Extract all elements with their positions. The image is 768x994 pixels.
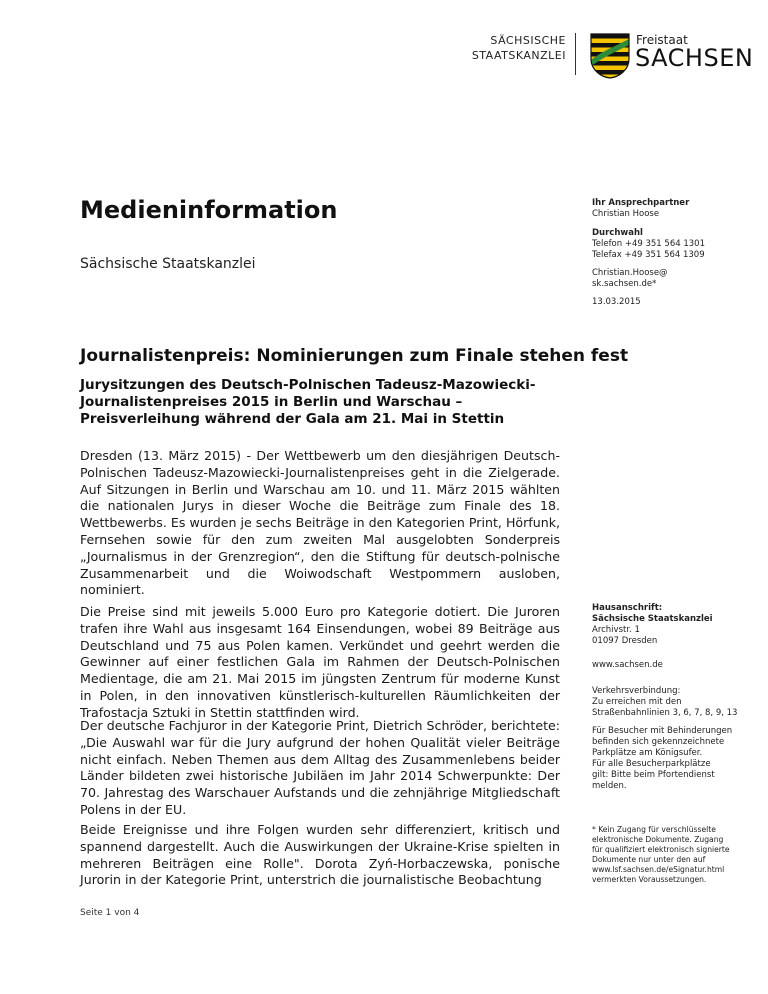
- fax-number: Telefax +49 351 564 1309: [592, 250, 705, 260]
- contact-label: Ihr Ansprechpartner: [592, 198, 690, 208]
- header-divider: [575, 33, 576, 75]
- article-headline: Journalistenpreis: Nominierungen zum Finale stehen fest: [80, 346, 629, 366]
- access-line: gilt: Bitte beim Pfortendienst: [592, 770, 715, 780]
- durchwahl-block: [592, 228, 742, 261]
- address-label: Hausanschrift:: [592, 603, 663, 613]
- note-line: elektronische Dokumente. Zugang: [592, 835, 724, 844]
- access-line: Für Besucher mit Behinderungen: [592, 726, 733, 736]
- access-line: befinden sich gekennzeichnete: [592, 737, 725, 747]
- email-line-1[interactable]: Christian.Hoose@: [592, 268, 668, 278]
- address-org: Sächsische Staatskanzlei: [592, 614, 713, 624]
- address-city: 01097 Dresden: [592, 636, 658, 646]
- body-paragraph-2: Die Preise sind mit jeweils 5.000 Euro pro Kategorie dotiert. Die Juroren trafen ihre Wahl aus insgesamt 164 Einsendungen, wobei 89 Beiträge aus Deutschland und 75 aus Polen kamen. Verkündet und geehrt werden die Gewinner auf einer festlichen Gala im Rahmen der Deutsch-Polnischen Medientage, die am 21. Mai 2015 im jüngsten Zentrum für moderne Kunst in Polen, in den innovativen künstlerisch-kulturellen Räumlichkeiten der Trafostacja Sztuki in Stettin stattfinden wird.: [80, 604, 560, 720]
- contact-block: [592, 198, 742, 220]
- transport-line-2: Straßenbahnlinien 3, 6, 7, 8, 9, 13: [592, 708, 738, 718]
- note-line: * Kein Zugang für verschlüsselte: [592, 825, 716, 834]
- document-date: 13.03.2015: [592, 297, 641, 307]
- note-line: Dokumente nur unter den auf: [592, 855, 706, 864]
- email-line-2[interactable]: sk.sachsen.de*: [592, 279, 657, 289]
- note-line: für qualifiziert elektronisch signierte: [592, 845, 730, 854]
- accessibility-block: [592, 726, 742, 792]
- sender-name: Sächsische Staatskanzlei: [80, 256, 256, 272]
- body-paragraph-1: Dresden (13. März 2015) - Der Wettbewerb um den diesjährigen Deutsch-Polnischen Tadeusz-Mazowiecki-Journalistenpreises geht in die Zielgerade. Auf Sitzungen in Berlin und Warschau am 10. und 11. März 2015 wählten die nationalen Jurys in dieser Woche die Beiträge zum Finale des 18. Wettbewerbs. Es wurden je sechs Beiträge in den Kategorien Print, Hörfunk, Fernsehen sowie für den zum zweiten Mal ausgelobten Sonderpreis „Journalismus in der Grenzregion“, den die Stiftung für deutsch-polnische Zusammenarbeit und die Woiwodschaft Westpommern ausloben, nominiert.: [80, 448, 560, 598]
- durchwahl-label: Durchwahl: [592, 228, 643, 238]
- access-line: Für alle Besucherparkplätze: [592, 759, 711, 769]
- transport-label: Verkehrsverbindung:: [592, 686, 681, 696]
- email-block[interactable]: [592, 268, 742, 290]
- kanzlei-line-2: STAATSKANZLEI: [471, 49, 566, 62]
- signature-note-block: [592, 825, 742, 885]
- website-link[interactable]: www.sachsen.de: [592, 660, 663, 670]
- address-street: Archivstr. 1: [592, 625, 640, 635]
- note-line: vermerkten Voraussetzungen.: [592, 875, 707, 884]
- contact-name: Christian Hoose: [592, 209, 660, 219]
- saxony-coat-of-arms-icon: [589, 33, 631, 79]
- article-subheadline: Jurysitzungen des Deutsch-Polnischen Tadeusz-Mazowiecki-Journalistenpreises 2015 in Berlin und Warschau – Preisverleihung während der Gala am 21. Mai in Stettin: [80, 377, 536, 427]
- body-paragraph-4: Beide Ereignisse und ihre Folgen wurden sehr differenziert, kritisch und spannend dargestellt. Auch die Auswirkungen der Ukraine-Krise spielten in mehreren Beiträgen eine Rolle". Dorota Zyń-Horbaczewska, ponische Jurorin in der Kategorie Print, unterstrich die journalistische Beobachtung: [80, 822, 560, 888]
- page-number: Seite 1 von 4: [80, 908, 140, 918]
- sachsen-label: SACHSEN: [635, 44, 754, 72]
- access-line: Parkplätze am Königsufer.: [592, 748, 703, 758]
- transport-line-1: Zu erreichen mit den: [592, 697, 682, 707]
- phone-number: Telefon +49 351 564 1301: [592, 239, 705, 249]
- page-title: Medieninformation: [80, 196, 338, 224]
- access-line: melden.: [592, 781, 627, 791]
- body-paragraph-3: Der deutsche Fachjuror in der Kategorie Print, Dietrich Schröder, berichtete: „Die Auswahl war für die Jury aufgrund der hohen Qualität vieler Beiträge nicht einfach. Neben Themen aus dem Alltag des Zusammenlebens beider Länder bildeten zwei historische Jubiläen im Jahr 2014 Schwerpunkte: Der 70. Jahrestag des Warschauer Aufstands und die zehnjährige Mitgliedschaft Polens in der EU.: [80, 718, 560, 817]
- transport-block: [592, 686, 742, 719]
- staatskanzlei-wordmark: [466, 33, 566, 63]
- note-line[interactable]: www.lsf.sachsen.de/eSignatur.html: [592, 865, 725, 874]
- freistaat-label: Freistaat: [636, 33, 688, 47]
- address-block: [592, 603, 742, 647]
- kanzlei-line-1: SÄCHSISCHE: [490, 34, 566, 47]
